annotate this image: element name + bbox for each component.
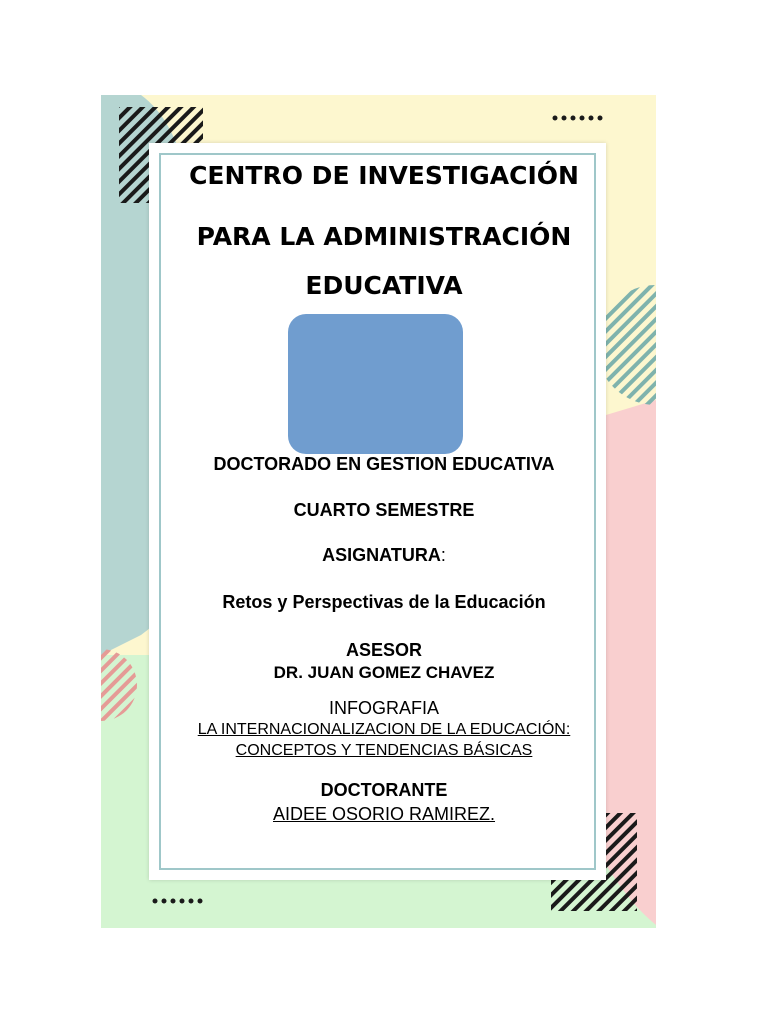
work-title-line-1: LA INTERNACIONALIZACION DE LA EDUCACIÓN: [197,721,571,738]
advisor-label: ASESOR [345,640,423,660]
subject-colon: : [440,545,446,565]
institution-title-line-1: CENTRO DE INVESTIGACIÓN [189,161,579,190]
work-title-line-2: CONCEPTOS Y TENDENCIAS BÁSICAS [235,742,533,759]
subject-heading [0,545,768,566]
work-type: INFOGRAFIA [328,698,439,718]
institution-title-line-3: EDUCATIVA [305,271,463,300]
logo-placeholder [288,314,463,454]
subject-name: Retos y Perspectivas de la Educación [222,592,546,612]
semester: CUARTO SEMESTRE [293,500,475,520]
advisor-name: DR. JUAN GOMEZ CHAVEZ [273,663,495,682]
student-label: DOCTORANTE [320,780,448,800]
program-name: DOCTORADO EN GESTION EDUCATIVA [213,454,555,474]
student-name: AIDEE OSORIO RAMIREZ. [272,804,496,824]
institution-title-line-2: PARA LA ADMINISTRACIÓN [196,222,572,251]
subject-label: ASIGNATURA [322,545,441,565]
